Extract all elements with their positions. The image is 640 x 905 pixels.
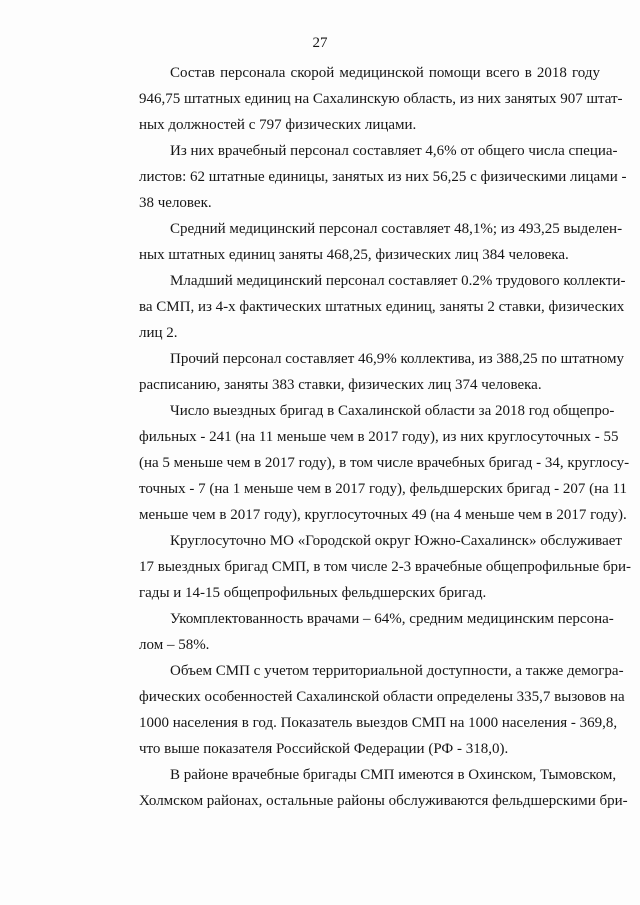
text-line: Круглосуточно МО «Городской округ Южно-Сахалинск» обслуживает bbox=[170, 533, 622, 549]
text-line: что выше показателя Российской Федерации (РФ - 318,0). bbox=[139, 741, 509, 757]
text-line: расписанию, заняты 383 ставки, физических лиц 374 человека. bbox=[139, 377, 542, 393]
paragraph-junior-staff bbox=[108, 268, 626, 346]
text-line: 946,75 штатных единиц на Сахалинскую область, из них занятых 907 штат- bbox=[139, 91, 623, 107]
text-line: 38 человек. bbox=[139, 195, 212, 211]
text-line: Младший медицинский персонал составляет 0.2% трудового коллекти- bbox=[170, 273, 626, 289]
text-line: Холмском районах, остальные районы обслуживаются фельдшерскими бри- bbox=[139, 793, 628, 809]
text-line: точных - 7 (на 1 меньше чем в 2017 году), фельдшерских бригад - 207 (на 11 bbox=[139, 481, 628, 497]
document-body bbox=[108, 60, 632, 814]
paragraph-other-staff bbox=[108, 346, 624, 398]
text-line: Число выездных бригад в Сахалинской области за 2018 год общепро- bbox=[170, 403, 615, 419]
text-line: ных должностей с 797 физических лицами. bbox=[139, 117, 417, 133]
text-line: Укомплектованность врачами – 64%, средним медицинским персона- bbox=[170, 611, 614, 627]
paragraph-mobile-teams bbox=[108, 398, 630, 528]
text-line: листов: 62 штатные единицы, занятых из них 56,25 с физическими лицами - bbox=[139, 169, 627, 185]
paragraph-district-teams bbox=[108, 762, 628, 814]
text-line: Прочий персонал составляет 46,9% коллектива, из 388,25 по штатному bbox=[170, 351, 624, 367]
text-line: лом – 58%. bbox=[139, 637, 210, 653]
text-line: фических особенностей Сахалинской области определены 335,7 вызовов на bbox=[139, 689, 625, 705]
text-line: (на 5 меньше чем в 2017 году), в том числе врачебных бригад - 34, круглосу- bbox=[139, 455, 630, 471]
paragraph-yuzhno-sakhalinsk bbox=[108, 528, 632, 606]
paragraph-staff-composition bbox=[108, 60, 623, 138]
paragraph-staffing-level bbox=[108, 606, 614, 658]
text-line: меньше чем в 2017 году), круглосуточных 49 (на 4 меньше чем в 2017 году). bbox=[139, 507, 627, 523]
text-line: 17 выездных бригад СМП, в том числе 2-3 врачебные общепрофильные бри- bbox=[139, 559, 632, 575]
text-line: Состав персонала скорой медицинской помощи всего в 2018 году bbox=[170, 65, 600, 81]
text-line: лиц 2. bbox=[139, 325, 178, 341]
paragraph-mid-level-staff bbox=[108, 216, 623, 268]
page-number: 27 bbox=[312, 35, 328, 51]
text-line: ных штатных единиц заняты 468,25, физических лиц 384 человека. bbox=[139, 247, 569, 263]
paragraph-physicians bbox=[108, 138, 627, 216]
text-line: Средний медицинский персонал составляет 48,1%; из 493,25 выделен- bbox=[170, 221, 623, 237]
text-line: Из них врачебный персонал составляет 4,6% от общего числа специа- bbox=[170, 143, 618, 159]
text-line: гады и 14-15 общепрофильных фельдшерских бригад. bbox=[139, 585, 487, 601]
text-line: 1000 населения в год. Показатель выездов СМП на 1000 населения - 369,8, bbox=[139, 715, 618, 731]
text-line: Объем СМП с учетом территориальной доступности, а также демогра- bbox=[170, 663, 624, 679]
text-line: ва СМП, из 4-х фактических штатных единиц, заняты 2 ставки, физических bbox=[139, 299, 625, 315]
paragraph-call-volume bbox=[108, 658, 625, 762]
text-line: В районе врачебные бригады СМП имеются в Охинском, Тымовском, bbox=[170, 767, 617, 783]
text-line: фильных - 241 (на 11 меньше чем в 2017 году), из них круглосуточных - 55 bbox=[139, 429, 619, 445]
